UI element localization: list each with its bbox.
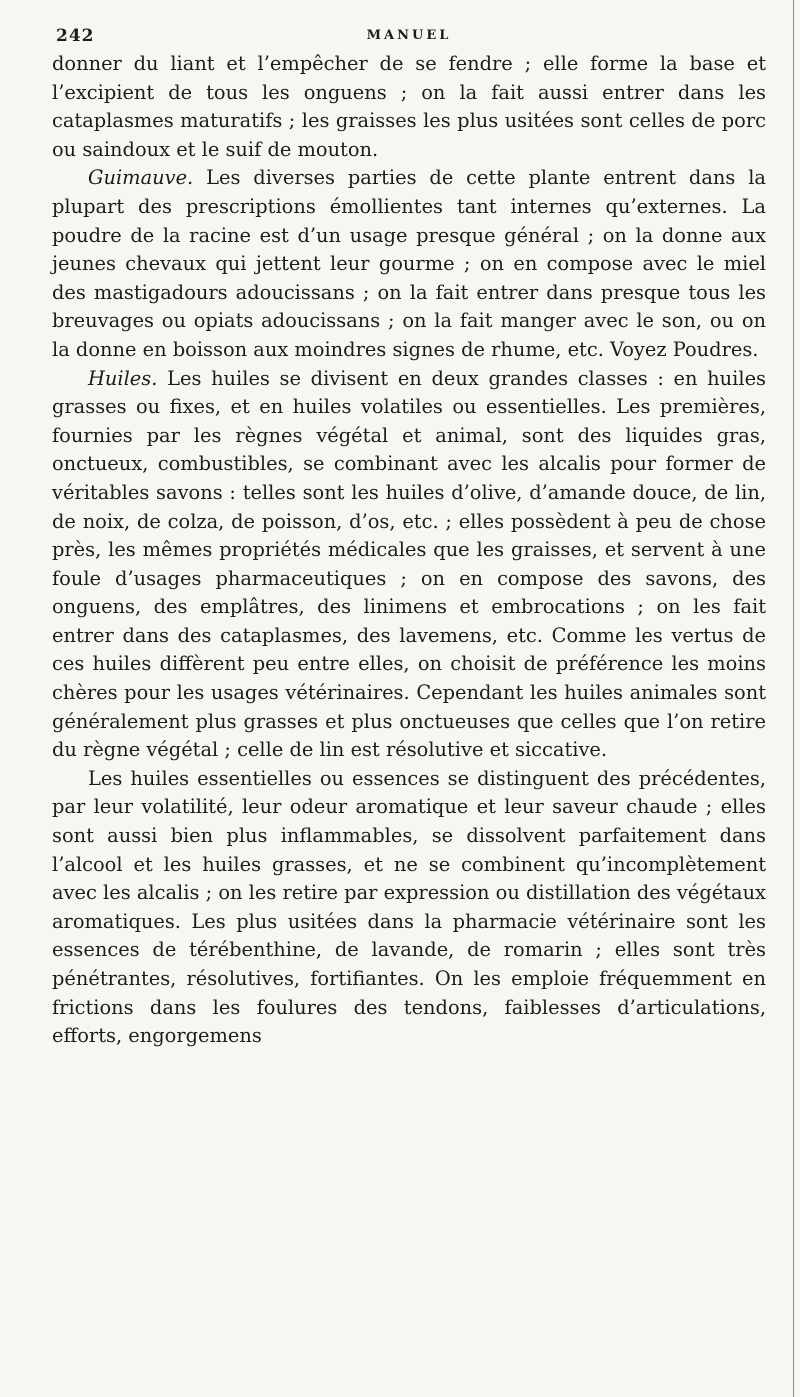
entry-text-huiles: Les huiles se divisent en deux grandes classes : en huiles grasses ou fixes, et en huiles volatiles ou essentielles. Les premières, fournies par les règnes végétal et animal, sont des liquides gras, onctueux, combustibles, se combinant avec les alcalis pour former de véritables savons : telles sont les huiles d’olive, d’amande douce, de lin, de noix, de colza, de poisson, d’os, etc. ; elles possèdent à peu de chose près, les mêmes propriétés médicales que les graisses, et servent à une foule d’usages pharmaceutiques ; on en compose des savons, des onguens, des emplâtres, des linimens et embrocations ; on les fait entrer dans des cataplasmes, des lavemens, etc. Comme les vertus de ces huiles diffèrent peu entre elles, on choisit de préférence les moins chères pour les usages vétérinaires. Cependant les huiles animales sont généralement plus grasses et plus onctueuses que celles que l’on retire du règne végétal ; celle de lin est résolutive et siccative. xyxy=(52,366,766,762)
running-head: MANUEL xyxy=(366,28,452,43)
paragraph-huiles xyxy=(52,365,766,765)
paragraph-guimauve xyxy=(52,164,766,364)
body-text xyxy=(52,50,766,1051)
page-header xyxy=(52,18,766,50)
page-edge-line xyxy=(793,0,794,1397)
paragraph-huiles-essentielles: Les huiles essentielles ou essences se distinguent des précédentes, par leur volatilité, leur odeur aromatique et leur saveur chaude ; elles sont aussi bien plus inflammables, se dissolvent parfaitement dans l’alcool et les huiles grasses, et ne se combinent qu’incomplètement avec les alcalis ; on les retire par expression ou distillation des végétaux aromatiques. Les plus usitées dans la pharmacie vétérinaire sont les essences de térébenthine, de lavande, de romarin ; elles sont très pénétrantes, résolutives, fortifiantes. On les emploie fréquemment en frictions dans les foulures des tendons, faiblesses d’articulations, efforts, engorgemens xyxy=(52,766,766,1048)
entry-term-huiles: Huiles. xyxy=(88,366,158,390)
entry-term-guimauve: Guimauve. xyxy=(88,166,194,190)
entry-text-guimauve: Les diverses parties de cette plante entrent dans la plupart des prescriptions émollientes tant internes qu’externes. La poudre de la racine est d’un usage presque général ; on la donne aux jeunes chevaux qui jettent leur gourme ; on en compose avec le miel des mastigadours adoucissans ; on la fait entrer dans presque tous les breuvages ou opiats adoucissans ; on la fait manger avec le son, ou on la donne en boisson aux moindres signes de rhume, etc. Voyez Poudres. xyxy=(52,166,766,361)
page-number: 242 xyxy=(56,26,95,46)
paragraph-saindoux: donner du liant et l’empêcher de se fendre ; elle forme la base et l’excipient de tous les onguens ; on la fait aussi entrer dans les cataplasmes maturatifs ; les graisses les plus usitées sont celles de porc ou saindoux et le suif de mouton. xyxy=(52,52,766,161)
